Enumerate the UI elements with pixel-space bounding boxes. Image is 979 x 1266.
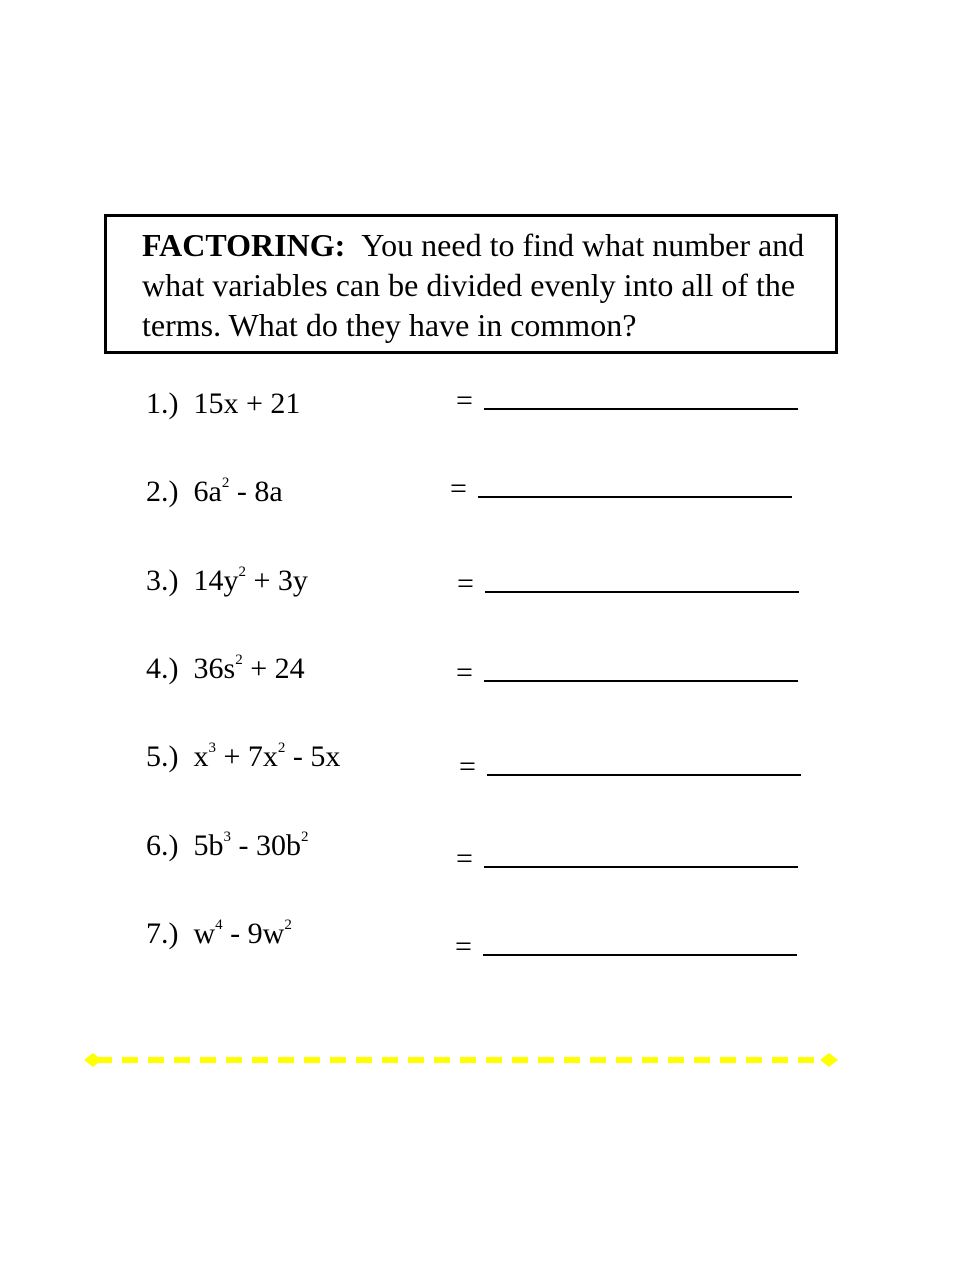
expression-term: - 30b	[231, 829, 301, 862]
problem-label: 7.)	[146, 917, 179, 950]
exponent: 3	[208, 740, 216, 756]
expression-term: + 3y	[246, 564, 308, 597]
equals-sign: =	[456, 842, 473, 875]
divider-right-arrowhead	[820, 1053, 838, 1067]
problem-label: 4.)	[146, 652, 179, 685]
expression-term: - 8a	[229, 475, 283, 508]
exponent: 2	[238, 564, 246, 580]
exponent: 3	[223, 829, 231, 845]
exponent: 2	[221, 475, 230, 491]
expression-term: 14y	[193, 564, 239, 597]
exponent: 4	[215, 917, 223, 933]
problem-label: 1.)	[146, 387, 179, 420]
expression-term: 6a	[193, 475, 222, 508]
problem-label: 3.)	[146, 564, 179, 597]
expression-term: - 5x	[285, 740, 341, 773]
heading: FACTORING:	[142, 227, 346, 263]
expression-term: + 7x	[216, 740, 278, 773]
equals-sign: =	[455, 930, 472, 963]
instructions-body: You need to find what number and what variables can be divided evenly into all of the terms. What do they have in common?	[142, 227, 805, 343]
exponent: 2	[277, 740, 286, 756]
exponent: 2	[301, 829, 309, 845]
equals-sign: =	[456, 656, 473, 689]
expression-term: + 24	[242, 652, 305, 685]
problem-label: 5.)	[146, 740, 179, 773]
expression-term: - 9w	[222, 917, 285, 950]
equals-sign: =	[457, 567, 474, 600]
problem-label: 6.)	[146, 829, 179, 862]
expression-term: 15x + 21	[193, 387, 301, 420]
divider-left-arrowhead	[84, 1053, 102, 1067]
expression-term: 36s	[193, 652, 236, 685]
problem-label: 2.)	[146, 475, 179, 508]
equals-sign: =	[456, 384, 473, 417]
expression-term: 5b	[193, 829, 224, 862]
equals-sign: =	[450, 472, 467, 505]
expression-term: x	[193, 740, 209, 773]
exponent: 2	[235, 652, 243, 668]
equals-sign: =	[459, 750, 476, 783]
exponent: 2	[284, 917, 292, 933]
expression-term: w	[193, 917, 216, 950]
